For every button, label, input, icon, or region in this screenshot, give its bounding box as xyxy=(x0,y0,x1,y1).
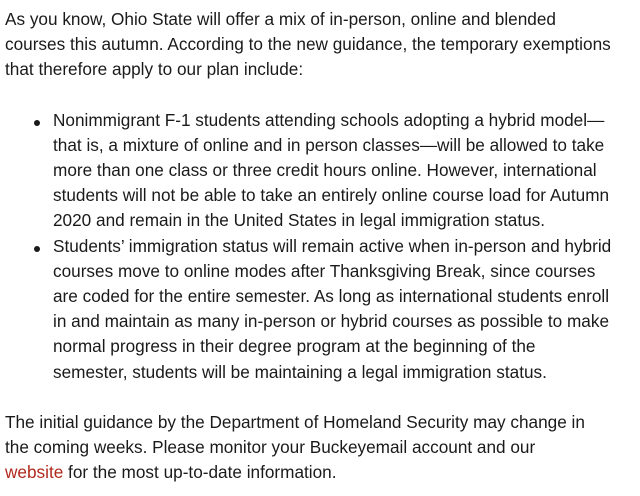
bullet-line: that is, a mixture of online and in person classes—will be allowed to take xyxy=(53,134,605,155)
website-link[interactable]: website xyxy=(5,462,64,483)
bullet-line: courses move to online modes after Thanksgiving Break, since courses xyxy=(53,260,596,281)
bullet-line: 2020 and remain in the United States in legal immigration status. xyxy=(53,210,546,231)
bullet-line: students will not be able to take an entirely online course load for Autumn xyxy=(53,185,610,206)
bullet-line: normal progress in their degree program at the beginning of the xyxy=(53,336,536,357)
intro-line: As you know, Ohio State will offer a mix of in-person, online and blended xyxy=(5,9,556,29)
closing-line: the coming weeks. Please monitor your Buckeyemail account and our xyxy=(5,437,536,458)
bullet-line: are coded for the entire semester. As long as international students enroll xyxy=(53,286,610,307)
closing-line: The initial guidance by the Department of Homeland Security may change in xyxy=(5,411,585,432)
closing-paragraph xyxy=(5,410,635,486)
bullet-line: in and maintain as many in-person or hybrid courses as possible to make xyxy=(53,311,610,332)
closing-line-rest: for the most up-to-date information. xyxy=(63,462,337,483)
list-item xyxy=(5,234,635,385)
bullet-icon xyxy=(34,246,40,252)
bullet-icon xyxy=(34,120,40,126)
bullet-line: semester, students will be maintaining a legal immigration status. xyxy=(53,361,547,382)
list-item xyxy=(5,108,635,234)
bullet-line: more than one class or three credit hours online. However, international xyxy=(53,160,597,181)
exemptions-list xyxy=(5,108,635,385)
closing-line-with-link xyxy=(5,460,635,485)
intro-line: courses this autumn. According to the new guidance, the temporary exemptions xyxy=(5,34,611,55)
intro-paragraph xyxy=(5,7,635,83)
intro-line: that therefore apply to our plan include: xyxy=(5,59,304,80)
bullet-line: Nonimmigrant F-1 students attending schools adopting a hybrid model— xyxy=(53,109,605,130)
bullet-line: Students’ immigration status will remain active when in-person and hybrid xyxy=(53,235,612,256)
document-body xyxy=(5,7,635,485)
